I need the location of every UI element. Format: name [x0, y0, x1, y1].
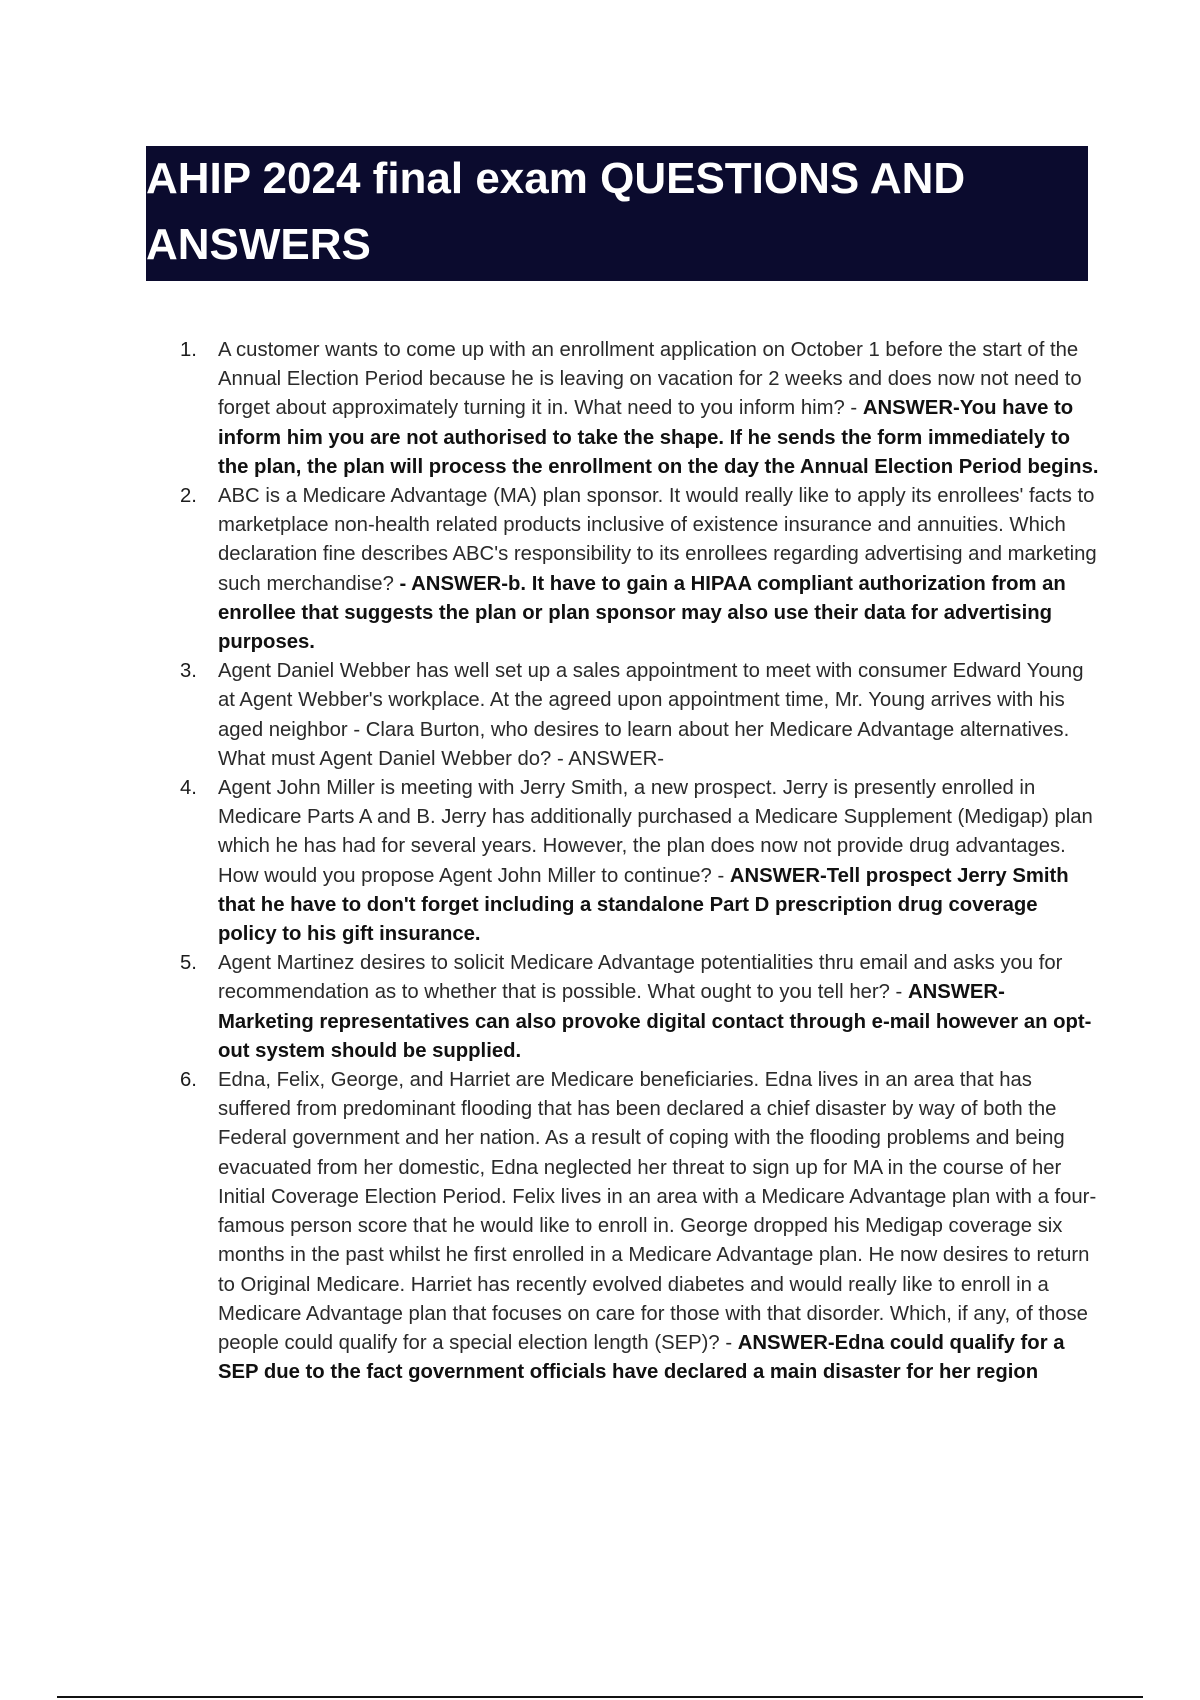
- question-number: 4.: [180, 777, 197, 800]
- title-banner: [146, 146, 1088, 281]
- question-number: 1.: [180, 339, 197, 361]
- question-list: [180, 336, 1100, 1387]
- question-number: 2.: [180, 485, 197, 508]
- answer-text: ANSWER-Edna could qualify for a SEP due to the fact government officials have declared a main disaster for her region: [218, 1331, 1065, 1384]
- footer-divider: [57, 1696, 1143, 1698]
- question-text: Agent Martinez desires to solicit Medicare Advantage potentialities thru email and asks you for recommendation as to whether that is possible. What ought to you tell her? -: [218, 952, 1063, 1004]
- question-number: 6.: [180, 1069, 197, 1092]
- list-item: [180, 949, 1100, 1066]
- question-text: Agent Daniel Webber has well set up a sales appointment to meet with consumer Edward Young at Agent Webber's workplace. At the agreed upon appointment time, Mr. Young arrives with his aged neighbor - Clara Burton, who desires to learn about her Medicare Advantage alternatives. What must Agent Daniel Webber do? - ANSWER-: [218, 660, 1084, 770]
- list-item: [180, 336, 1100, 482]
- list-item: [180, 657, 1100, 774]
- answer-text: ANSWER-You have to inform him you are not authorised to take the shape. If he sends the form immediately to the plan, the plan will process the enrollment on the day the Annual Election Period begins.: [218, 397, 1099, 478]
- question-text: A customer wants to come up with an enrollment application on October 1 before the start of the Annual Election Period because he is leaving on vacation for 2 weeks and does now not need to forget about approximately turning it in. What need to you inform him? -: [218, 339, 1082, 420]
- answer-text: ANSWER-Marketing representatives can also provoke digital contact through e-mail however an opt-out system should be supplied.: [218, 981, 1092, 1062]
- answer-text: ANSWER-Tell prospect Jerry Smith that he have to don't forget including a standalone Part D prescription drug coverage policy to his gift insurance.: [218, 864, 1069, 946]
- question-number: 5.: [180, 952, 197, 975]
- list-item: [180, 1066, 1100, 1387]
- list-item: [180, 482, 1100, 657]
- answer-text: - ANSWER-b. It have to gain a HIPAA compliant authorization from an enrollee that suggests the plan or plan sponsor may also use their data for advertising purposes.: [218, 572, 1066, 654]
- document-title: AHIP 2024 final exam QUESTIONS AND ANSWERS: [146, 154, 966, 269]
- question-text: Agent John Miller is meeting with Jerry Smith, a new prospect. Jerry is presently enrolled in Medicare Parts A and B. Jerry has additionally purchased a Medicare Supplement (Medigap) plan which he has had for several years. However, the plan does now not provide drug advantages. How would you propose Agent John Miller to continue? -: [218, 777, 1093, 887]
- question-text: Edna, Felix, George, and Harriet are Medicare beneficiaries. Edna lives in an area that has suffered from predominant flooding that has been declared a chief disaster by way of both the Federal government and her nation. As a result of coping with the flooding problems and being evacuated from her domestic, Edna neglected her threat to sign up for MA in the course of her Initial Coverage Election Period. Felix lives in an area with a Medicare Advantage plan with a four-famous person score that he would like to enroll in. George dropped his Medigap coverage six months in the past whilst he first enrolled in a Medicare Advantage plan. He now desires to return to Original Medicare. Harriet has recently evolved diabetes and would really like to enroll in a Medicare Advantage plan that focuses on care for those with that disorder. Which, if any, of those people could qualify for a special election length (SEP)? -: [218, 1069, 1097, 1354]
- question-number: 3.: [180, 660, 197, 683]
- list-item: [180, 774, 1100, 949]
- question-text: ABC is a Medicare Advantage (MA) plan sponsor. It would really like to apply its enrollees' facts to marketplace non-health related products inclusive of existence insurance and annuities. Which declaration fine describes ABC's responsibility to its enrollees regarding advertising and marketing such merchandise?: [218, 485, 1097, 595]
